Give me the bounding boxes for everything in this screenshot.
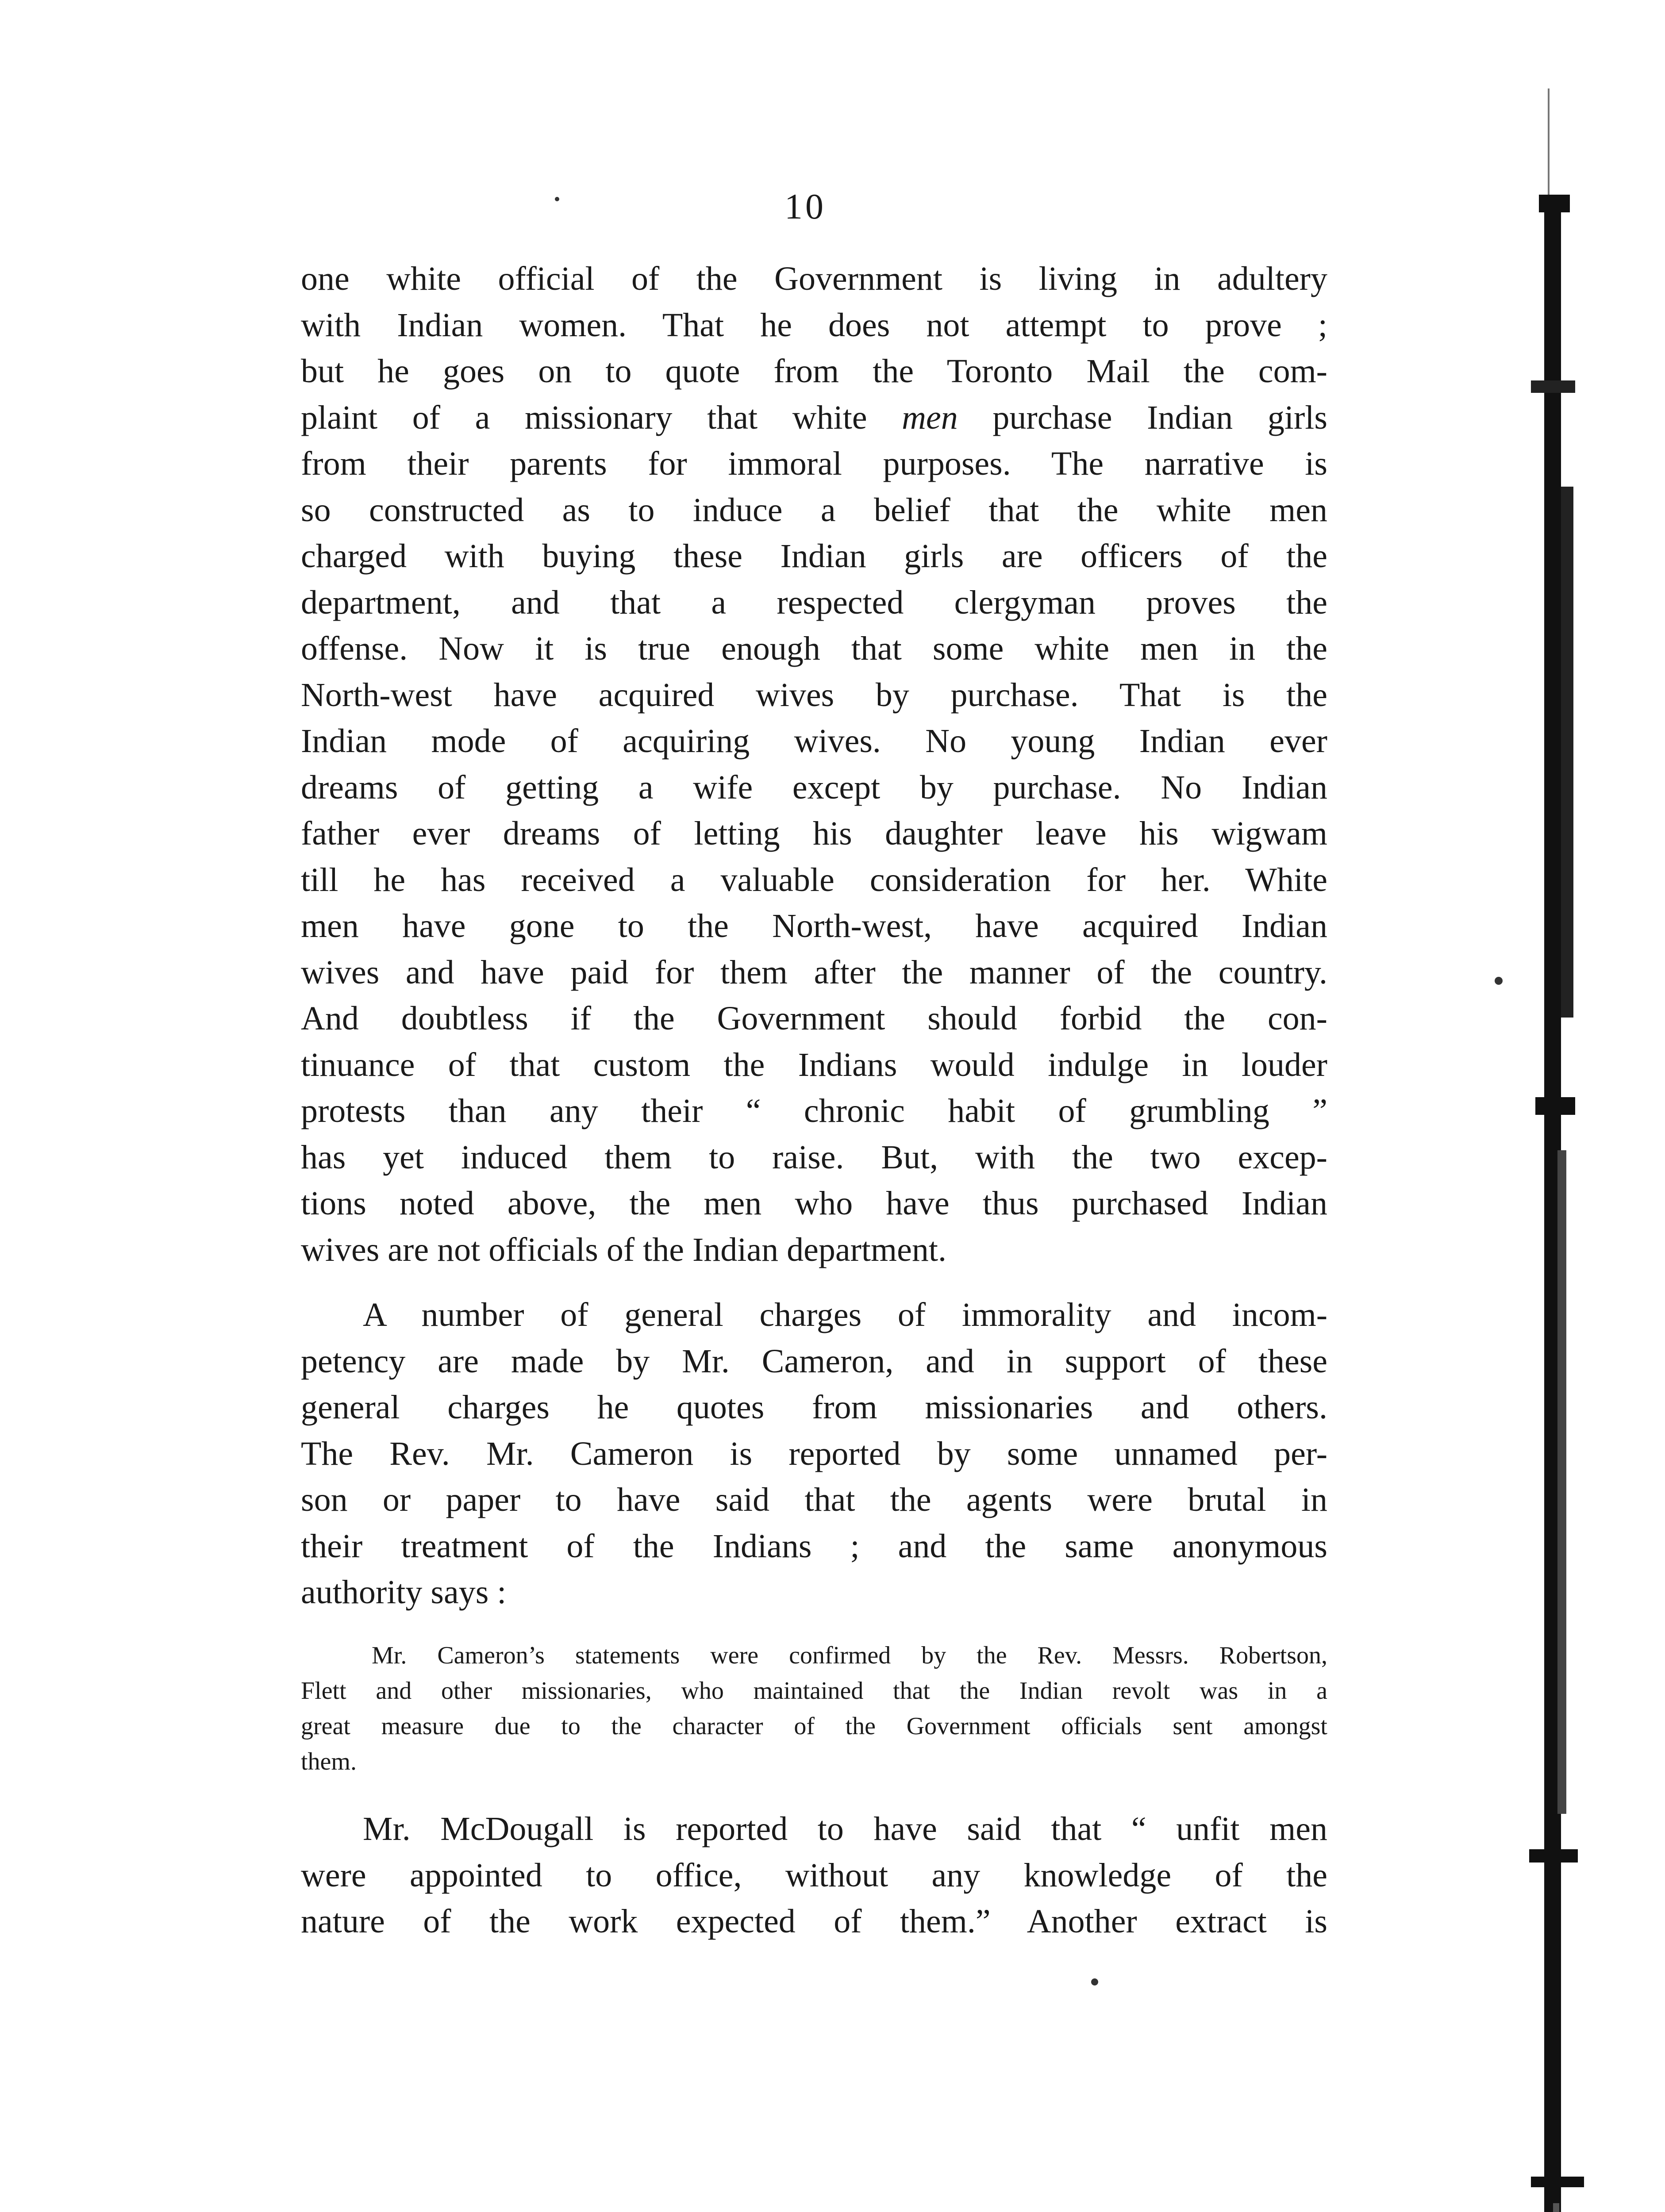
text-line: with Indian women. That he does not attempt to prove ;	[301, 306, 1327, 344]
paragraph-2	[301, 1292, 1327, 1616]
text-line: Mr. McDougall is reported to have said that “ unfit men	[363, 1810, 1327, 1847]
block-quotation	[301, 1638, 1327, 1779]
text-line: authority says :	[301, 1574, 507, 1611]
text-line: were appointed to office, without any knowledge of the	[301, 1856, 1327, 1894]
text-line: tinuance of that custom the Indians would indulge in louder	[301, 1046, 1327, 1083]
text-line: A number of general charges of immorality and incom-	[363, 1296, 1327, 1333]
paragraph-3	[301, 1806, 1327, 1945]
text-line: so constructed as to induce a belief that the white men	[301, 491, 1327, 529]
text-line: The Rev. Mr. Cameron is reported by some unnamed per-	[301, 1435, 1327, 1472]
paragraph-1	[301, 256, 1327, 1273]
text-line: wives and have paid for them after the manner of the country.	[301, 953, 1327, 991]
text-fragment: purchase Indian girls	[957, 399, 1327, 436]
quote-line: great measure due to the character of the Government officials sent amongst	[301, 1713, 1327, 1740]
text-line: Indian mode of acquiring wives. No young Indian ever	[301, 722, 1327, 760]
text-line: And doubtless if the Government should forbid the con-	[301, 1000, 1327, 1037]
text-line: has yet induced them to raise. But, with the two excep-	[301, 1138, 1327, 1176]
text-fragment: plaint of a missionary that white	[301, 399, 902, 436]
text-line: protests than any their “ chronic habit of grumbling ”	[301, 1092, 1327, 1129]
text-line: wives are not officials of the Indian department.	[301, 1231, 946, 1268]
dot-artifact	[555, 197, 559, 201]
page-number: 10	[784, 186, 826, 227]
quote-line: them.	[301, 1748, 357, 1775]
text-line: charged with buying these Indian girls are officers of the	[301, 538, 1327, 575]
text-line: men have gone to the North-west, have acquired Indian	[301, 907, 1327, 945]
text-line: their treatment of the Indians ; and the same anonymous	[301, 1527, 1327, 1565]
text-line: from their parents for immoral purposes. The narrative is	[301, 445, 1327, 482]
text-line: one white official of the Government is living in adultery	[301, 260, 1327, 297]
text-line: till he has received a valuable consideration for her. White	[301, 861, 1327, 899]
text-line: but he goes on to quote from the Toronto Mail the com-	[301, 353, 1327, 390]
text-line: nature of the work expected of them.” Another extract is	[301, 1903, 1327, 1940]
text-line: son or paper to have said that the agents were brutal in	[301, 1481, 1327, 1518]
quote-line: Mr. Cameron’s statements were confirmed by the Rev. Messrs. Robertson,	[372, 1642, 1327, 1669]
text-line: department, and that a respected clergyman proves the	[301, 584, 1327, 621]
text-line: offense. Now it is true enough that some white men in the	[301, 630, 1327, 667]
text-line: father ever dreams of letting his daughter leave his wigwam	[301, 815, 1327, 852]
quote-line: Flett and other missionaries, who maintained that the Indian revolt was in a	[301, 1677, 1327, 1705]
text-line: dreams of getting a wife except by purchase. No Indian	[301, 768, 1327, 806]
dot-artifact	[1091, 1978, 1098, 1985]
text-line: North-west have acquired wives by purchase. That is the	[301, 676, 1327, 714]
text-line: petency are made by Mr. Cameron, and in support of these	[301, 1342, 1327, 1380]
text-line-with-italic	[301, 395, 1327, 441]
text-line: tions noted above, the men who have thus purchased Indian	[301, 1185, 1327, 1222]
dot-artifact	[1495, 977, 1503, 985]
binding-edge	[1487, 88, 1628, 2212]
text-line: general charges he quotes from missionaries and others.	[301, 1389, 1327, 1426]
italic-word: men	[902, 399, 958, 436]
